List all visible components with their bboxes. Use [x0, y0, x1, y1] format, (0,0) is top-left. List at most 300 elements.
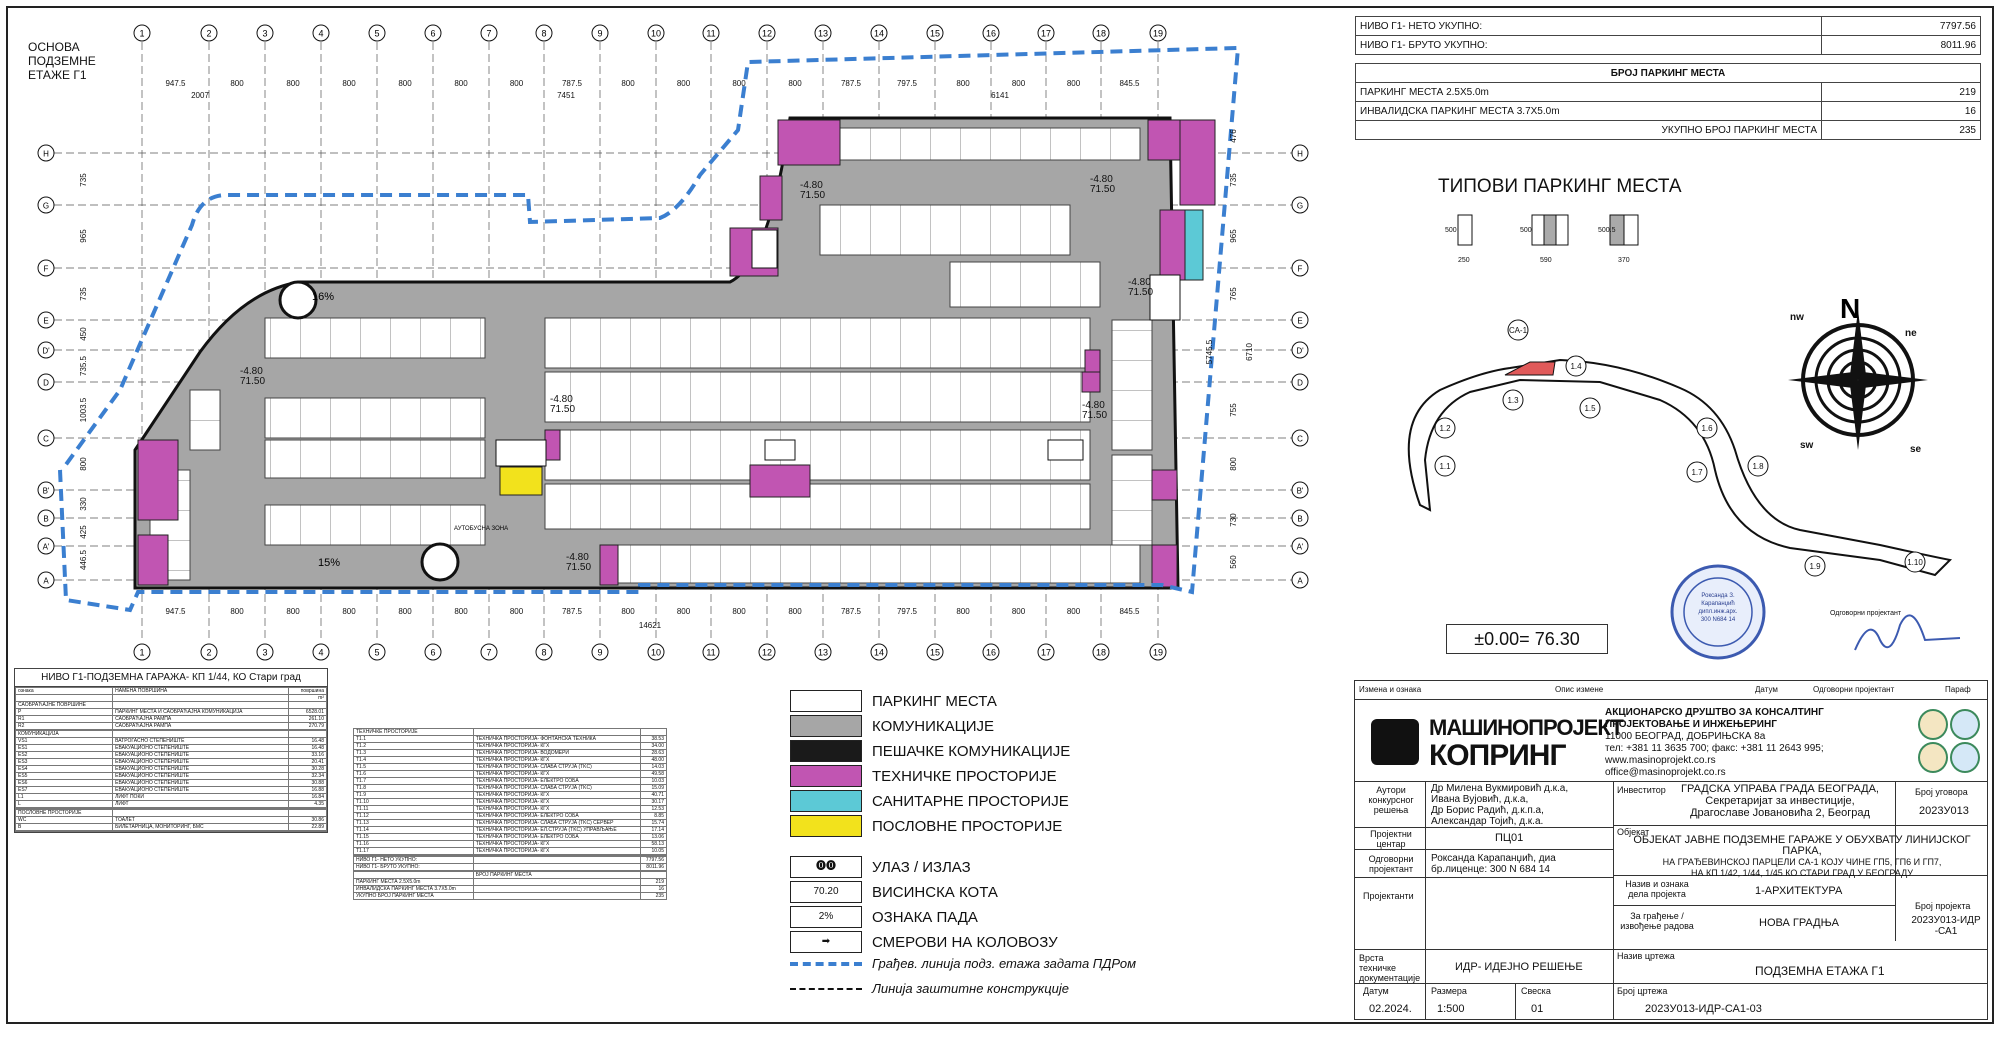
top-dimension: 800 [1011, 79, 1026, 88]
table-row [16, 695, 327, 702]
grid-column-marker [759, 644, 775, 660]
svg-text:D: D [1297, 378, 1303, 388]
location-marker [1697, 418, 1717, 438]
revision-header [1355, 681, 1987, 700]
bottom-dimension: 947.5 [165, 607, 186, 616]
table-cell: УКУПНО БРОЈ ПАРКИНГ МЕСТА [354, 893, 474, 900]
svg-text:3: 3 [262, 28, 268, 39]
stamp-text [1688, 592, 1748, 624]
net-label: НИВО Г1- НЕТО УКУПНО: [1356, 17, 1822, 36]
contract-label: Број уговора [1915, 787, 1968, 797]
date-value: 02.2024. [1369, 1003, 1412, 1015]
legend-item [790, 765, 1057, 787]
title-block [1354, 680, 1988, 1020]
object-label: Објекат [1617, 827, 1650, 837]
location-marker [1805, 556, 1825, 576]
compass-direction: ne [1905, 328, 1917, 339]
table-cell [473, 886, 640, 893]
table-cell: ES1 [16, 745, 113, 752]
area-summary-table [1355, 16, 1981, 140]
top-dimension: 800 [732, 79, 746, 88]
svg-text:590: 590 [1540, 257, 1552, 264]
table-cell [473, 893, 640, 900]
total-parking-value: 235 [1822, 121, 1981, 140]
table-row [354, 872, 667, 879]
drawing-no-label: Број цртежа [1617, 986, 1668, 996]
drawing-no-value: 2023У013-ИДР-СА1-03 [1645, 1003, 1762, 1015]
overall-dimension: 7451 [557, 91, 575, 100]
right-dimension: 755 [1229, 403, 1238, 417]
svg-text:1: 1 [139, 647, 145, 658]
svg-text:E: E [43, 316, 49, 326]
top-dimension: 800 [788, 79, 802, 88]
svg-text:10: 10 [650, 28, 662, 39]
grid-column-marker [257, 25, 273, 41]
object-line: ОБЈЕКАТ ЈАВНЕ ПОДЗЕМНЕ ГАРАЖЕ У ОБУХВАТУ ЛИНИЈСКОГ ПАРКА, [1633, 834, 1971, 857]
grid-row-marker [1292, 510, 1308, 526]
table-cell: T1.8 [354, 785, 474, 792]
table-cell [113, 702, 289, 709]
grid-column-marker [871, 644, 887, 660]
bottom-dimension: 800 [454, 607, 468, 616]
grid-column-marker [983, 644, 999, 660]
right-dimension: 560 [1229, 555, 1238, 569]
table-cell: ТЕХНИЧКА ПРОСТОРИЈА- КГХ [473, 806, 640, 813]
table-cell: 12.53 [640, 806, 666, 813]
table-cell: T1.10 [354, 799, 474, 806]
svg-text:15: 15 [929, 28, 941, 39]
legend-line-icon [790, 962, 862, 966]
bottom-dimension: 845.5 [1119, 607, 1140, 616]
svg-text:17: 17 [1040, 28, 1052, 39]
table-cell [473, 864, 640, 871]
table-cell: 7797.56 [640, 857, 666, 864]
doc-type-value: ИДР- ИДЕЈНО РЕШЕЊЕ [1455, 961, 1583, 973]
right-dimension: 5745.5 [1205, 339, 1214, 365]
legend-line-item [790, 956, 1136, 971]
grid-column-marker [927, 25, 943, 41]
company-line: АКЦИОНАРСКО ДРУШТВО ЗА КОНСАЛТИНГ [1605, 707, 1824, 718]
table-cell: ЕВАКУАЦИОНО СТЕПЕНИШТЕ [113, 787, 289, 794]
top-dimension: 845.5 [1119, 79, 1140, 88]
svg-text:2: 2 [206, 28, 212, 39]
table-cell: P [16, 709, 113, 716]
table-cell: 235 [640, 893, 666, 900]
grid-row-marker [38, 260, 54, 276]
table-cell: 34.00 [640, 743, 666, 750]
table-cell [354, 872, 474, 879]
svg-text:H: H [1297, 149, 1303, 159]
table-cell [113, 731, 289, 738]
table-cell: НИВО Г1- БРУТО УКУПНО: [354, 864, 474, 871]
svg-text:6: 6 [430, 28, 436, 39]
svg-text:12: 12 [761, 28, 773, 39]
cert-badge-icon [1918, 709, 1948, 740]
svg-text:71.50: 71.50 [1090, 184, 1116, 195]
top-dimension: 797.5 [896, 79, 918, 88]
legend-item [790, 815, 1062, 837]
bottom-dimension: 787.5 [561, 607, 583, 616]
table-cell: 40.71 [640, 792, 666, 799]
tech-table [353, 728, 667, 900]
right-dimension: 476 [1229, 129, 1238, 143]
table-cell: ТЕХНИЧКЕ ПРОСТОРИЈЕ [354, 729, 474, 736]
svg-text:1.2: 1.2 [1439, 424, 1451, 433]
legend-item [790, 740, 1070, 762]
top-dimension: 787.5 [840, 79, 862, 88]
table-cell: 16.84 [289, 794, 327, 801]
legend-swatch [790, 740, 862, 762]
location-marker [1905, 552, 1925, 572]
table-cell: T1.9 [354, 792, 474, 799]
grid-row-marker [1292, 260, 1308, 276]
grid-column-marker [425, 25, 441, 41]
svg-text:A: A [43, 576, 49, 586]
business-room [500, 467, 542, 495]
svg-text:1.1: 1.1 [1439, 462, 1451, 471]
top-dimension: 800 [1066, 79, 1081, 88]
table-cell: T1.2 [354, 743, 474, 750]
gross-label: НИВО Г1- БРУТО УКУПНО: [1356, 36, 1822, 55]
table-row [16, 773, 327, 780]
legend-swatch [790, 715, 862, 737]
table-cell: 16.88 [289, 787, 327, 794]
signature [1855, 615, 1960, 650]
table-cell: T1.7 [354, 778, 474, 785]
svg-text:1.7: 1.7 [1691, 468, 1703, 477]
location-marker [1580, 398, 1600, 418]
table-cell: ES4 [16, 766, 113, 773]
left-dimension: 446.5 [79, 549, 88, 571]
grid-row-marker [38, 374, 54, 390]
table-cell: T1.15 [354, 834, 474, 841]
table-cell [113, 810, 289, 817]
svg-text:16: 16 [985, 28, 997, 39]
table-cell: R1 [16, 716, 113, 723]
project-no-label: Број пројекта [1915, 901, 1971, 911]
legend-symbol-item [790, 856, 971, 878]
grid-column-marker [648, 25, 664, 41]
top-dimension: 800 [956, 79, 970, 88]
legend-label: Линија заштитне конструкције [872, 981, 1069, 996]
table-cell: ТЕХНИЧКА ПРОСТОРИЈА- КГХ [473, 743, 640, 750]
table-cell: КОМУНИКАЦИЈА [16, 731, 113, 738]
table-cell: ВАТРОГАСНО СТЕПЕНИШТЕ [113, 738, 289, 745]
location-marker [1748, 456, 1768, 476]
table-row [16, 745, 327, 752]
table-row [354, 729, 667, 736]
authors [1431, 783, 1568, 827]
table-row [354, 792, 667, 799]
svg-text:H: H [43, 149, 49, 159]
svg-text:14: 14 [873, 28, 885, 39]
svg-text:4: 4 [318, 28, 324, 39]
table-cell: ТЕХНИЧКА ПРОСТОРИЈА- КГХ [473, 757, 640, 764]
svg-text:D': D' [1296, 346, 1304, 356]
svg-text:1.8: 1.8 [1752, 462, 1764, 471]
table-cell: БРОЈ ПАРКИНГ МЕСТА [473, 872, 640, 879]
investor-label: Инвеститор [1617, 785, 1666, 795]
table-cell: ПОСЛОВНЕ ПРОСТОРИЈЕ [16, 810, 113, 817]
grid-column-marker [313, 644, 329, 660]
svg-text:71.50: 71.50 [800, 190, 826, 201]
table-cell: 30.17 [640, 799, 666, 806]
legend-symbol-item [790, 881, 998, 903]
legend-label: УЛАЗ / ИЗЛАЗ [872, 858, 971, 876]
svg-text:A': A' [1296, 542, 1304, 552]
resp-designer [1431, 853, 1556, 875]
table-cell: ПАРКИНГ МЕСТА И САОБРАЋАЈНА КОМУНИКАЦИЈА [113, 709, 289, 716]
datum-elevation: ±0.00= 76.30 [1446, 624, 1608, 654]
top-dimension: 800 [286, 79, 300, 88]
table-cell: НАМЕНА ПОВРШИНА [113, 688, 289, 695]
table-cell: B [16, 824, 113, 831]
table-cell: T1.12 [354, 813, 474, 820]
right-dimension: 765 [1229, 287, 1238, 301]
table-cell: WC [16, 817, 113, 824]
plan-title [28, 40, 96, 82]
table-row [16, 780, 327, 787]
table-cell: 16 [640, 886, 666, 893]
table-row [16, 731, 327, 738]
table-cell [289, 810, 327, 817]
svg-text:5: 5 [374, 647, 380, 658]
legend-label: СМЕРОВИ НА КОЛОВОЗУ [872, 933, 1058, 951]
resp-line: бр.лиценце: 300 N 684 14 [1431, 864, 1550, 875]
table-row [354, 764, 667, 771]
table-cell: ТЕХНИЧКА ПРОСТОРИЈА- ЕЛ.СТРУЈА (TKC) УПРАВЉАЊЕ [473, 827, 640, 834]
grid-column-marker [1150, 644, 1166, 660]
svg-text:D: D [43, 378, 49, 388]
table-cell: 49.58 [640, 771, 666, 778]
investor-line: Секретаријат за инвестиције, [1705, 795, 1855, 807]
table-cell: ЕВАКУАЦИОНО СТЕПЕНИШТЕ [113, 773, 289, 780]
left-dimension: 1003.5 [79, 397, 88, 423]
grid-column-marker [536, 25, 552, 41]
table-row [16, 810, 327, 817]
table-row [354, 827, 667, 834]
grid-row-marker [38, 342, 54, 358]
investor-line: Драгославе Јовановића 2, Београд [1690, 807, 1870, 819]
table-cell: ЕВАКУАЦИОНО СТЕПЕНИШТЕ [113, 759, 289, 766]
table-cell: ознака [16, 688, 113, 695]
table-cell: ЕВАКУАЦИОНО СТЕПЕНИШТЕ [113, 745, 289, 752]
table-cell: ES7 [16, 787, 113, 794]
grid-column-marker [648, 644, 664, 660]
table-cell: 22.89 [289, 824, 327, 831]
table-cell: ЕВАКУАЦИОНО СТЕПЕНИШТЕ [113, 752, 289, 759]
bottom-dimension: 800 [732, 607, 746, 616]
table-cell: ТЕХНИЧКА ПРОСТОРИЈА- ЕЛЕКТРО СОБА [473, 834, 640, 841]
table-row [354, 785, 667, 792]
left-dimension: 450 [79, 327, 88, 341]
svg-text:17: 17 [1040, 647, 1052, 658]
total-parking-label: УКУПНО БРОЈ ПАРКИНГ МЕСТА [1356, 121, 1822, 140]
author-name: Ивана Вујовић, д.к.а, [1431, 794, 1529, 805]
table-cell: 6528.01 [289, 709, 327, 716]
dis-parking-value: 16 [1822, 102, 1981, 121]
grid-column-marker [703, 644, 719, 660]
top-dimension: 800 [230, 79, 244, 88]
table-row [354, 879, 667, 886]
author-name: Александар Тојић, д.к.а. [1431, 816, 1544, 827]
table-row [16, 752, 327, 759]
grid-row-marker [1292, 342, 1308, 358]
table-cell: ES6 [16, 780, 113, 787]
table-cell: R2 [16, 723, 113, 730]
table-cell: 48.00 [640, 757, 666, 764]
rev-sign-header: Параф [1945, 685, 1971, 694]
top-dimension: 800 [621, 79, 635, 88]
grid-row-marker [38, 197, 54, 213]
table-cell: ТЕХНИЧКА ПРОСТОРИЈА- КГХ [473, 792, 640, 799]
table-cell: L1 [16, 794, 113, 801]
svg-text:-4.80: -4.80 [1082, 400, 1105, 411]
table-row [16, 766, 327, 773]
legend-label: ВИСИНСКА КОТА [872, 883, 998, 901]
table-cell: ES3 [16, 759, 113, 766]
rev-change-header: Измена и ознака [1359, 685, 1422, 694]
svg-text:71.50: 71.50 [1128, 287, 1154, 298]
plan-title-line: ОСНОВА [28, 40, 80, 54]
table-cell [113, 831, 289, 832]
parking-header: БРОЈ ПАРКИНГ МЕСТА [1356, 64, 1981, 83]
svg-text:7: 7 [486, 28, 492, 39]
top-dimension: 800 [342, 79, 356, 88]
svg-text:A': A' [42, 542, 50, 552]
part-label: Назив и ознака дела пројекта [1625, 879, 1689, 899]
table-cell [640, 729, 666, 736]
table-cell: ЕВАКУАЦИОНО СТЕПЕНИШТЕ [113, 766, 289, 773]
svg-text:71.50: 71.50 [240, 376, 266, 387]
table-cell: 15.09 [640, 785, 666, 792]
legend-label: САНИТАРНЕ ПРОСТОРИЈЕ [872, 792, 1069, 810]
left-dimension: 425 [79, 525, 88, 539]
bottom-dimension: 800 [398, 607, 412, 616]
scale-label: Размера [1431, 986, 1467, 996]
svg-text:8: 8 [541, 28, 547, 39]
svg-text:G: G [42, 201, 50, 211]
svg-text:71.50: 71.50 [1082, 410, 1108, 421]
bottom-dimension: 800 [621, 607, 635, 616]
bottom-dimension: 800 [1066, 607, 1081, 616]
svg-text:1.4: 1.4 [1570, 362, 1582, 371]
table-cell: 28.63 [640, 750, 666, 757]
legend-swatch [790, 790, 862, 812]
table-row [354, 806, 667, 813]
top-dimension: 800 [509, 79, 524, 88]
grid-column-marker [815, 25, 831, 41]
plan-title-line: ПОДЗЕМНЕ [28, 54, 96, 68]
table-cell: T1.3 [354, 750, 474, 757]
svg-text:500: 500 [1445, 227, 1457, 234]
drawing-name-value: ПОДЗЕМНА ЕТАЖА Г1 [1755, 964, 1885, 978]
table-cell: ТЕХНИЧКА ПРОСТОРИЈА- ФОНТАНСКА ТЕХНИКА [473, 736, 640, 743]
table-cell: T1.14 [354, 827, 474, 834]
grid-column-marker [927, 644, 943, 660]
left-dimension: 800 [79, 457, 88, 471]
grid-column-marker [134, 25, 150, 41]
top-dimension: 800 [676, 79, 691, 88]
part-value: 1-АРХИТЕКТУРА [1755, 885, 1843, 897]
parking-types-title: ТИПОВИ ПАРКИНГ МЕСТА [1438, 176, 1682, 197]
svg-text:C: C [43, 434, 49, 444]
table-cell [16, 831, 113, 832]
bottom-dimension: 800 [1011, 607, 1026, 616]
grid-row-marker [38, 572, 54, 588]
svg-text:9: 9 [597, 28, 603, 39]
grid-row-marker [1292, 145, 1308, 161]
table-cell: m² [289, 695, 327, 702]
table-row [16, 716, 327, 723]
table-row [16, 759, 327, 766]
stamp-line: Роксанда З. [1701, 593, 1735, 599]
table-cell: ТОАЛЕТ [113, 817, 289, 824]
cert-badge-icon [1950, 742, 1980, 773]
table-cell: 20.41 [289, 759, 327, 766]
table-row [354, 848, 667, 855]
table-cell: 30.86 [289, 817, 327, 824]
legend-item [790, 715, 994, 737]
table-cell: ТЕХНИЧКА ПРОСТОРИЈА- ЕЛЕКТРО СОБА [473, 778, 640, 785]
svg-text:16: 16 [985, 647, 997, 658]
grid-column-marker [703, 25, 719, 41]
svg-text:500.5: 500.5 [1598, 227, 1616, 234]
svg-text:1.5: 1.5 [1584, 404, 1596, 413]
resp-line: Роксанда Карапанџић, диа [1431, 853, 1556, 864]
resp-label: Одговорни пројектант [1368, 854, 1414, 874]
object [1617, 835, 1987, 879]
legend-symbol-icon: 70.20 [790, 881, 862, 903]
table-row [354, 864, 667, 871]
designers-label: Пројектанти [1363, 891, 1414, 901]
svg-text:6: 6 [430, 647, 436, 658]
ramp-label: АУТОБУСНА ЗОНА [454, 526, 509, 532]
grid-column-marker [201, 25, 217, 41]
legend-item [790, 790, 1069, 812]
cert-badge-icon [1950, 709, 1980, 740]
table-cell: ТЕХНИЧКА ПРОСТОРИЈА- СЛАБА СТРУЈА (TKC) [473, 785, 640, 792]
svg-text:7: 7 [486, 647, 492, 658]
table-cell: T1.13 [354, 820, 474, 827]
center-label: Пројектни центар [1370, 829, 1412, 849]
svg-text:11: 11 [706, 647, 716, 658]
table-row [354, 757, 667, 764]
table-row [16, 831, 327, 832]
table-cell: САОБРАЋАЈНЕ ПОВРШИНЕ [16, 702, 113, 709]
dis-parking-label: ИНВАЛИДСКА ПАРКИНГ МЕСТА 3.7X5.0m [1356, 102, 1822, 121]
table-cell: 14.03 [640, 764, 666, 771]
table-row [354, 834, 667, 841]
std-parking-label: ПАРКИНГ МЕСТА 2.5X5.0m [1356, 83, 1822, 102]
tech-table-body [353, 728, 667, 900]
table-cell: 8011.96 [640, 864, 666, 871]
grid-row-marker [38, 538, 54, 554]
svg-text:12: 12 [761, 647, 773, 658]
table-row [16, 688, 327, 695]
table-cell: ТЕХНИЧКА ПРОСТОРИЈА- КГХ [473, 771, 640, 778]
table-cell: ЛИФТ [113, 801, 289, 808]
date-label: Датум [1363, 986, 1389, 996]
svg-text:1.9: 1.9 [1809, 562, 1821, 571]
svg-text:18: 18 [1095, 28, 1107, 39]
legend-symbol-icon: 2% [790, 906, 862, 928]
legend-label: ОЗНАКА ПАДА [872, 908, 978, 926]
table-cell: 32.34 [289, 773, 327, 780]
grid-column-marker [983, 25, 999, 41]
right-dimension: 735 [1229, 173, 1238, 187]
table-cell: ЛИФТ ПОКИ [113, 794, 289, 801]
